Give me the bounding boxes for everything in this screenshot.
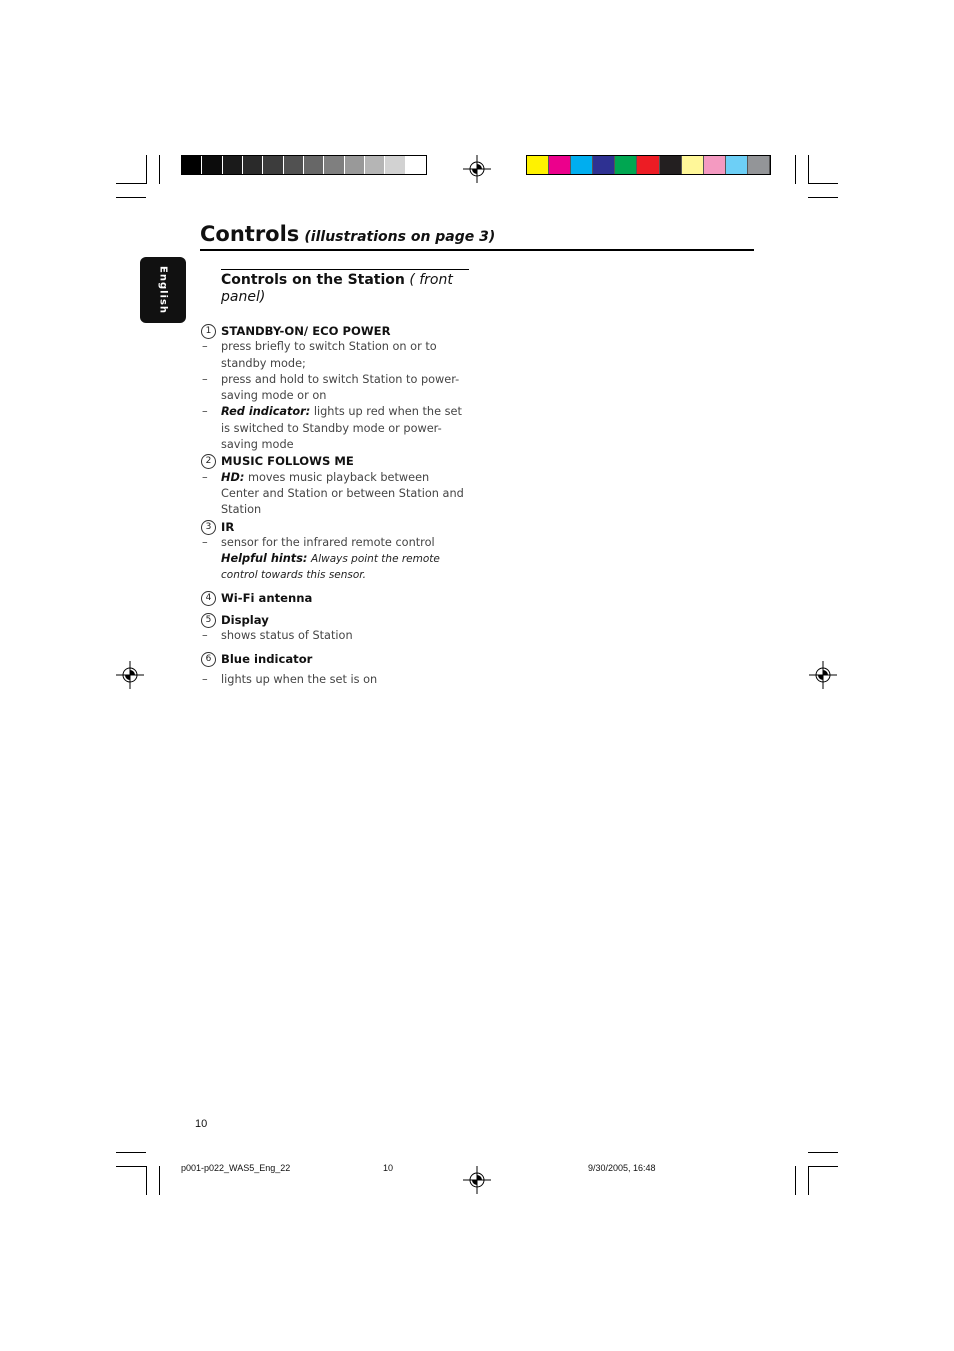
grayscale-calibration-bar xyxy=(181,155,427,175)
item-title: Wi-Fi antenna xyxy=(221,590,313,605)
calibration-swatch xyxy=(726,156,748,174)
calibration-swatch xyxy=(345,156,365,174)
crop-mark xyxy=(146,1166,147,1195)
crop-mark xyxy=(146,155,147,184)
controls-list xyxy=(200,323,470,688)
dash: – xyxy=(202,535,208,549)
helpful-hint xyxy=(200,551,470,584)
item-line xyxy=(200,672,470,688)
registration-mark-icon xyxy=(809,661,837,689)
item-heading xyxy=(200,612,470,628)
calibration-swatch xyxy=(704,156,726,174)
calibration-swatch xyxy=(182,156,202,174)
hint-label: Helpful hints: xyxy=(221,552,308,566)
crop-mark xyxy=(795,1166,796,1195)
crop-mark xyxy=(808,1166,838,1167)
calibration-swatch xyxy=(243,156,263,174)
item-number: 4 xyxy=(201,591,216,606)
page-title-sub: (illustrations on page 3) xyxy=(304,229,496,245)
calibration-swatch xyxy=(284,156,304,174)
calibration-swatch xyxy=(682,156,704,174)
calibration-swatch xyxy=(637,156,659,174)
item-number: 1 xyxy=(201,324,216,339)
crop-mark xyxy=(116,183,146,184)
calibration-swatch xyxy=(549,156,571,174)
item-text: shows status of Station xyxy=(221,629,353,643)
item-label: Red indicator: xyxy=(221,405,311,419)
dash: – xyxy=(202,405,208,419)
crop-mark xyxy=(116,1152,146,1153)
list-item xyxy=(200,453,470,518)
crop-mark xyxy=(116,1166,146,1167)
item-heading xyxy=(200,323,470,339)
calibration-swatch xyxy=(263,156,283,174)
item-line xyxy=(200,628,470,644)
item-heading xyxy=(200,453,470,469)
item-title: Display xyxy=(221,613,269,628)
calibration-swatch xyxy=(324,156,344,174)
page-number: 10 xyxy=(195,1118,208,1130)
item-text: sensor for the infrared remote control xyxy=(221,535,435,549)
item-text: lights up when the set is on xyxy=(221,672,378,686)
page-title xyxy=(200,222,754,251)
page-title-main: Controls xyxy=(200,222,300,246)
calibration-swatch xyxy=(571,156,593,174)
item-title: MUSIC FOLLOWS ME xyxy=(221,454,354,469)
item-number: 2 xyxy=(201,454,216,469)
item-title: IR xyxy=(221,519,235,534)
calibration-swatch xyxy=(365,156,385,174)
calibration-swatch xyxy=(593,156,615,174)
item-heading xyxy=(200,519,470,535)
calibration-swatch xyxy=(748,156,770,174)
crop-mark xyxy=(808,1166,809,1195)
calibration-swatch xyxy=(527,156,549,174)
calibration-swatch xyxy=(406,156,426,174)
dash: – xyxy=(202,372,208,386)
registration-mark-icon xyxy=(463,1166,491,1194)
crop-mark xyxy=(795,155,796,184)
list-item xyxy=(200,590,470,606)
dash: – xyxy=(202,470,208,484)
crop-mark xyxy=(808,155,809,184)
item-heading xyxy=(200,651,470,667)
dash: – xyxy=(202,672,208,686)
item-heading xyxy=(200,590,470,606)
list-item xyxy=(200,651,470,689)
item-text: press and hold to switch Station to power-saving mode or on xyxy=(221,372,460,403)
item-line xyxy=(200,535,470,551)
item-label: HD: xyxy=(221,470,245,484)
crop-mark xyxy=(159,155,160,184)
item-line xyxy=(200,372,470,405)
list-item xyxy=(200,519,470,584)
item-title: STANDBY-ON/ ECO POWER xyxy=(221,324,391,338)
calibration-swatch xyxy=(223,156,243,174)
crop-mark xyxy=(159,1166,160,1195)
section-title: Controls on the Station xyxy=(221,272,405,288)
language-label: English xyxy=(157,265,169,315)
item-number: 5 xyxy=(201,613,216,628)
item-line xyxy=(200,404,470,453)
section-heading xyxy=(221,269,469,306)
registration-mark-icon xyxy=(116,661,144,689)
calibration-swatch xyxy=(615,156,637,174)
language-tab xyxy=(140,257,186,323)
crop-mark xyxy=(116,197,146,198)
list-item xyxy=(200,612,470,645)
crop-mark xyxy=(808,197,838,198)
section-subtitle: ( front panel) xyxy=(221,272,453,305)
calibration-swatch xyxy=(304,156,324,174)
footer-file: p001-p022_WAS5_Eng_22 xyxy=(181,1163,291,1173)
dash: – xyxy=(202,340,208,354)
item-line xyxy=(200,470,470,519)
item-number: 6 xyxy=(201,652,216,667)
calibration-swatch xyxy=(385,156,405,174)
calibration-swatch xyxy=(660,156,682,174)
item-text: lights up red when the set is switched to Standby mode or power-saving mode xyxy=(221,405,462,452)
item-text: press briefly to switch Station on or to standby mode; xyxy=(221,340,437,370)
list-item xyxy=(200,323,470,453)
dash: – xyxy=(202,629,208,643)
footer-date: 9/30/2005, 16:48 xyxy=(588,1163,656,1173)
item-number: 3 xyxy=(201,520,216,535)
registration-mark-icon xyxy=(463,155,491,183)
footer-page: 10 xyxy=(383,1163,394,1173)
item-line xyxy=(200,339,470,372)
calibration-swatch xyxy=(202,156,222,174)
crop-mark xyxy=(808,1152,838,1153)
hint-text: Always point the remote control towards this sensor. xyxy=(221,553,440,582)
crop-mark xyxy=(808,183,838,184)
item-text: moves music playback between Center and Station or between Station and Station xyxy=(221,470,464,517)
color-calibration-bar xyxy=(526,155,771,175)
item-title: Blue indicator xyxy=(221,651,313,666)
